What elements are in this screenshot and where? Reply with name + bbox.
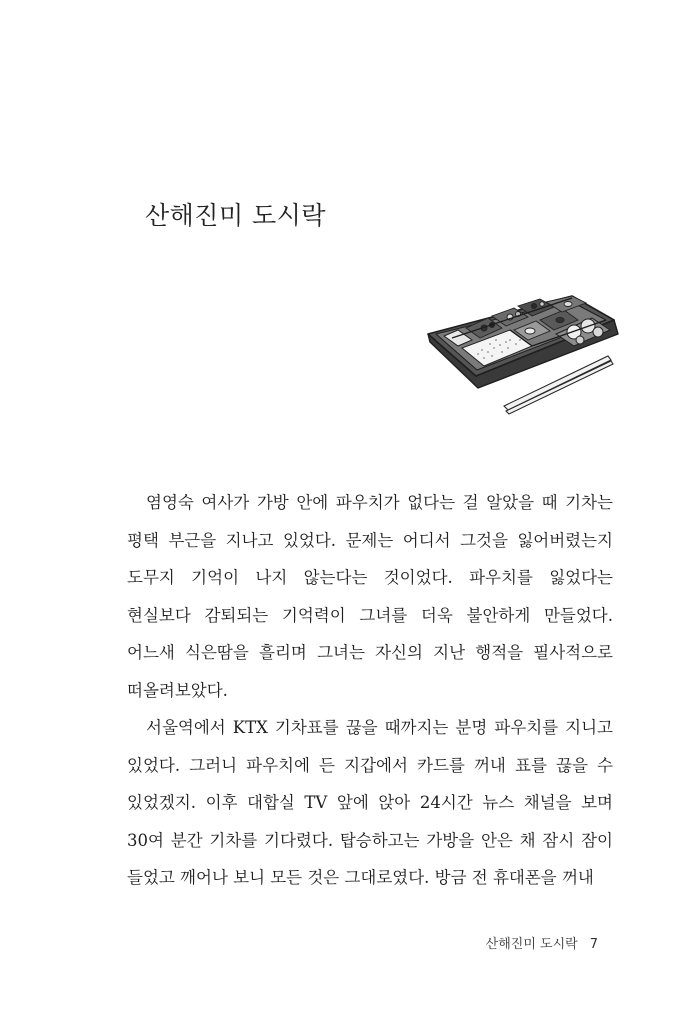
page-footer [486, 933, 598, 952]
running-title: 산해진미 도시락 [485, 937, 578, 952]
lunchbox-with-chopsticks-icon [422, 290, 622, 415]
chapter-title: 산해진미 도시락 [145, 201, 326, 230]
paragraph-2: 서울역에서 KTX 기차표를 끊을 때까지는 분명 파우치를 지니고 있었다. 그러니 파우치에 든 지갑에서 카드를 꺼내 표를 끊을 수 있었겠지. 이후 대합실 TV 앞에 앉아 24시간 뉴스 채널을 보며 30여 분간 기차를 기다렸다. 탑승하고는 가방을 안은 채 잠시 잠이 들었고 깨어나 보니 모든 것은 그대로였다. 방금 전 휴대폰을 꺼내 [127, 718, 613, 887]
body-text [127, 484, 613, 897]
page-number: 7 [589, 937, 598, 952]
paragraph-1: 염영숙 여사가 가방 안에 파우치가 없다는 걸 알았을 때 기차는 평택 부근을 지나고 있었다. 문제는 어디서 그것을 잃어버렸는지 도무지 기억이 나지 않는다는 것이었다. 파우치를 잃었다는 현실보다 감퇴되는 기억력이 그녀를 더욱 불안하게 만들었다. 어느새 식은땀을 흘리며 그녀는 자신의 지난 행적을 필사적으로 떠올려보았다. [127, 493, 613, 700]
